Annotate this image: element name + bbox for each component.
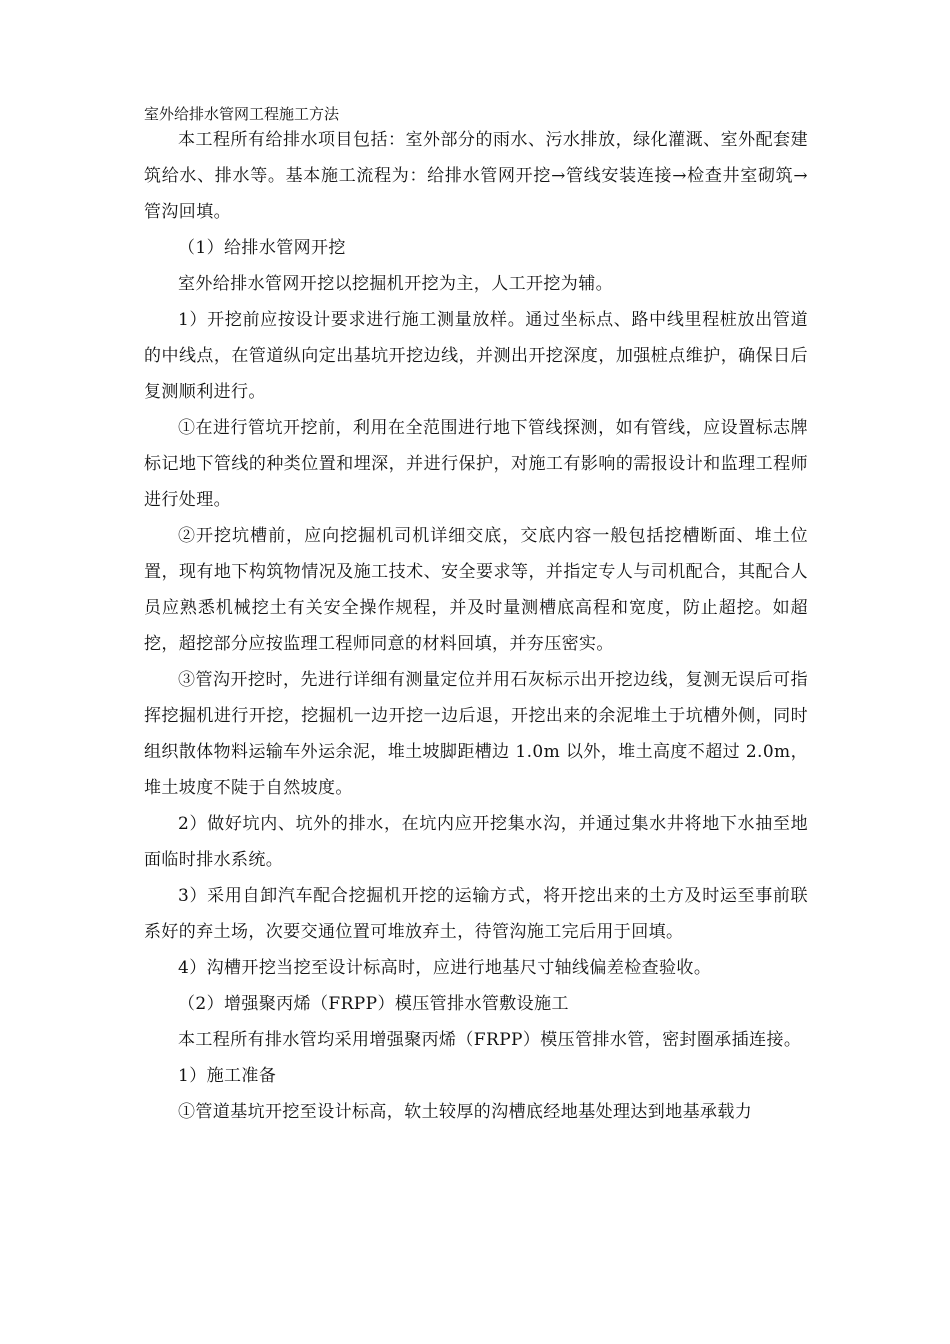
paragraph: ①在进行管坑开挖前，利用在全范围进行地下管线探测，如有管线，应设置标志牌标记地下管线的种类位置和埋深，并进行保护，对施工有影响的需报设计和监理工程师进行处理。 xyxy=(144,418,808,510)
paragraph: 4）沟槽开挖当挖至设计标高时，应进行地基尺寸轴线偏差检查验收。 xyxy=(178,958,712,978)
paragraph: 本工程所有排水管均采用增强聚丙烯（FRPP）模压管排水管，密封圈承插连接。 xyxy=(178,1030,802,1050)
paragraph: ②开挖坑槽前，应向挖掘机司机详细交底，交底内容一般包括挖槽断面、堆土位置，现有地下构筑物情况及施工技术、安全要求等，并指定专人与司机配合，其配合人员应熟悉机械挖土有关安全操作规程，并及时量测槽底高程和宽度，防止超挖。如超挖，超挖部分应按监理工程师同意的材料回填，并夯压密实。 xyxy=(144,526,808,654)
subsection-heading: 1）施工准备 xyxy=(178,1066,277,1086)
paragraph: 2）做好坑内、坑外的排水，在坑内应开挖集水沟，并通过集水井将地下水抽至地面临时排水系统。 xyxy=(144,814,808,870)
paragraph: ①管道基坑开挖至设计标高，软土较厚的沟槽底经地基处理达到地基承载力 xyxy=(178,1102,753,1122)
paragraph: ③管沟开挖时，先进行详细有测量定位并用石灰标示出开挖边线，复测无误后可指挥挖掘机进行开挖，挖掘机一边开挖一边后退，开挖出来的余泥堆土于坑槽外侧，同时组织散体物料运输车外运余泥，堆土坡脚距槽边 1.0m 以外，堆土高度不超过 2.0m，堆土坡度不陡于自然坡度。 xyxy=(144,670,808,798)
paragraph: 1）开挖前应按设计要求进行施工测量放样。通过坐标点、路中线里程桩放出管道的中线点，在管道纵向定出基坑开挖边线，并测出开挖深度，加强桩点维护，确保日后复测顺利进行。 xyxy=(144,310,808,402)
section-heading-1: （1）给排水管网开挖 xyxy=(178,238,346,258)
section-heading-2: （2）增强聚丙烯（FRPP）模压管排水管敷设施工 xyxy=(178,994,569,1014)
paragraph: 室外给排水管网开挖以挖掘机开挖为主，人工开挖为辅。 xyxy=(178,274,613,294)
paragraph-intro: 本工程所有给排水项目包括：室外部分的雨水、污水排放，绿化灌溉、室外配套建筑给水、排水等。基本施工流程为：给排水管网开挖→管线安装连接→检查井室砌筑→管沟回填。 xyxy=(144,130,808,222)
document-body xyxy=(144,122,808,1130)
paragraph: 3）采用自卸汽车配合挖掘机开挖的运输方式，将开挖出来的土方及时运至事前联系好的弃土场，次要交通位置可堆放弃土，待管沟施工完后用于回填。 xyxy=(144,886,808,942)
document-header: 室外给排水管网工程施工方法 xyxy=(144,105,340,123)
